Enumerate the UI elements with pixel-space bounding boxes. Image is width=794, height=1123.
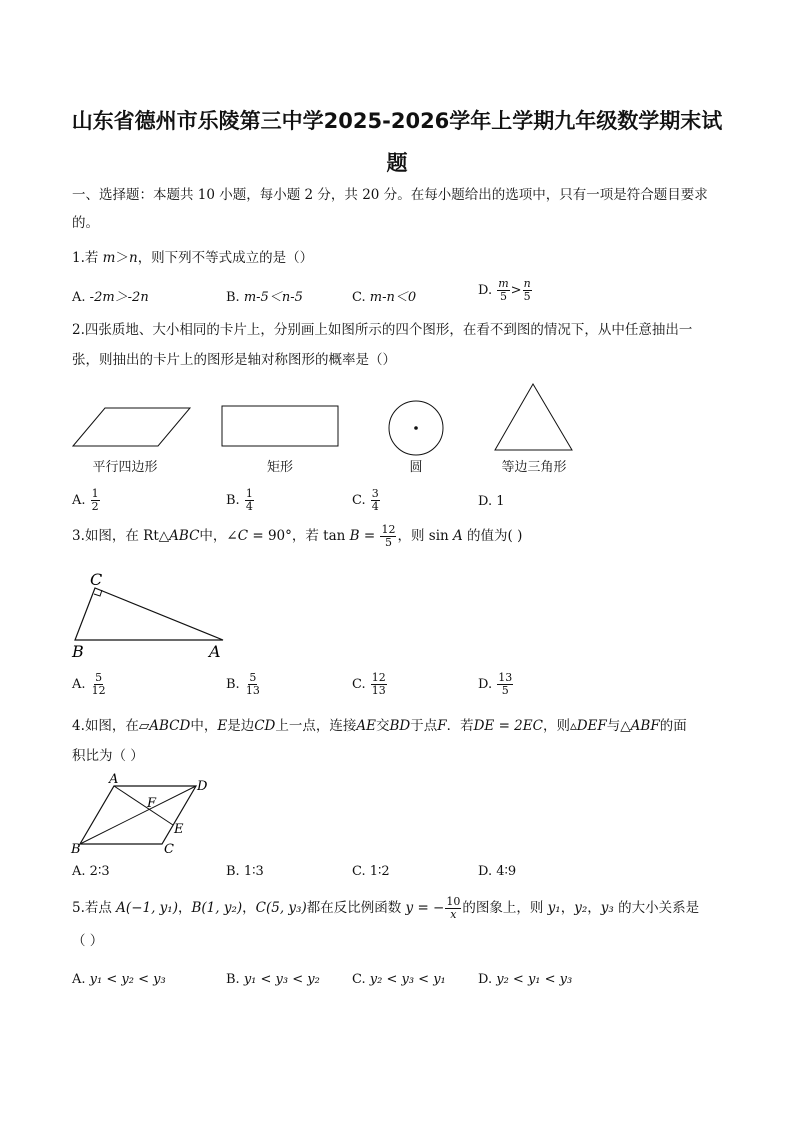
section-header-line-2: 的。 <box>72 215 99 231</box>
q4-option-c: C. 1∶2 <box>352 864 390 879</box>
label-f: F <box>147 796 157 811</box>
label-a: A <box>109 772 119 787</box>
q4-option-d: D. 4∶9 <box>478 864 517 879</box>
q3-triangle-figure <box>65 566 240 662</box>
q4-option-a: A. 2∶3 <box>72 864 110 879</box>
q5-stem-line-2: （ ） <box>72 933 104 949</box>
caption-circle: 圆 <box>409 460 423 475</box>
q5-stem <box>72 896 742 951</box>
q1-option-a: A. -2m＞-2n <box>72 290 149 305</box>
title-line-2: 题 <box>386 151 408 175</box>
label-b: B <box>71 842 81 856</box>
q3-option-b: B. $\frac{5}{13}$ <box>226 671 260 697</box>
rectangle-shape <box>222 406 338 446</box>
section-header-line-1: 一、选择题：本题共 10 小题，每小题 2 分，共 20 分。在每小题给出的选项中，只有一项是符合题目要求 <box>72 187 708 203</box>
q1-option-c: C. m-n＜0 <box>352 290 417 305</box>
circle-center-dot <box>414 426 418 430</box>
caption-triangle: 等边三角形 <box>501 460 567 475</box>
label-e: E <box>174 822 184 837</box>
triangle-shape <box>495 384 572 450</box>
segment-ae <box>114 786 173 825</box>
q2-option-b: B. $\frac{1}{4}$ <box>226 487 253 513</box>
q3-option-d: D. $\frac{13}{5}$ <box>478 671 513 697</box>
caption-rectangle: 矩形 <box>266 460 293 475</box>
q2-stem: 2.四张质地、大小相同的卡片上，分别画上如图所示的四个图形，在看不到图的情况下，从中任意抽出一 张，则抽出的卡片上的图形是轴对称图形的概率是（） <box>72 322 693 368</box>
q4-stem-line-2: 积比为（ ） <box>72 748 144 764</box>
parallelogram-shape <box>73 408 190 446</box>
label-d: D <box>197 779 208 794</box>
q2-option-c: C. $\frac{3}{4}$ <box>352 487 379 513</box>
q4-option-b: B. 1∶3 <box>226 864 264 879</box>
q5-option-c: C. y₂ < y₃ < y₁ <box>352 972 446 987</box>
label-a: A <box>209 642 221 661</box>
q2-shapes-figure <box>60 378 600 458</box>
q1-stem: 1.若 m＞n，则下列不等式成立的是（） <box>72 250 314 266</box>
label-c: C <box>164 842 174 856</box>
q1-option-d: D. $\frac{m}{5}$ > $\frac{n}{5}$ <box>478 277 531 303</box>
q5-option-d: D. y₂ < y₁ < y₃ <box>478 972 573 987</box>
q4-stem <box>72 716 732 766</box>
label-c: C <box>90 570 103 589</box>
q2-option-a: A. $\frac{1}{2}$ <box>72 487 99 513</box>
q3-option-c: C. $\frac{12}{13}$ <box>352 671 386 697</box>
section-header <box>72 185 732 233</box>
caption-parallelogram: 平行四边形 <box>92 460 158 475</box>
q5-option-b: B. y₁ < y₃ < y₂ <box>226 972 320 987</box>
right-triangle <box>75 588 223 640</box>
title-line-1: 山东省德州市乐陵第三中学2025-2026学年上学期九年级数学期末试 <box>71 109 723 133</box>
q4-parallelogram-figure <box>66 770 216 856</box>
q1-option-b: B. m-5＜n-5 <box>226 290 303 305</box>
q3-stem: 3.如图，在 Rt△ABC中，∠C = 90°，若 tan B = $\frac{12}{5}$ ，则 sin A 的值为( ) <box>72 523 523 549</box>
label-b: B <box>72 642 84 661</box>
q4-stem-line-1: 4.如图，在▱ABCD中，E是边CD上一点，连接AE交BD于点F．若DE = 2EC，则▵DEF与△ABF的面 <box>72 718 687 734</box>
q5-stem-line-1: 5.若点 A(−1, y₁)，B(1, y₂)，C(5, y₃)都在反比例函数 y = − $\frac{10}{x}$ 的图象上，则 y₁，y₂，y₃ 的大小关系是 <box>72 895 700 921</box>
q5-option-a: A. y₁ < y₂ < y₃ <box>72 972 166 987</box>
page-title <box>60 100 734 184</box>
q3-option-a: A. $\frac{5}{12}$ <box>72 671 106 697</box>
q2-option-d: D. 1 <box>478 494 505 509</box>
